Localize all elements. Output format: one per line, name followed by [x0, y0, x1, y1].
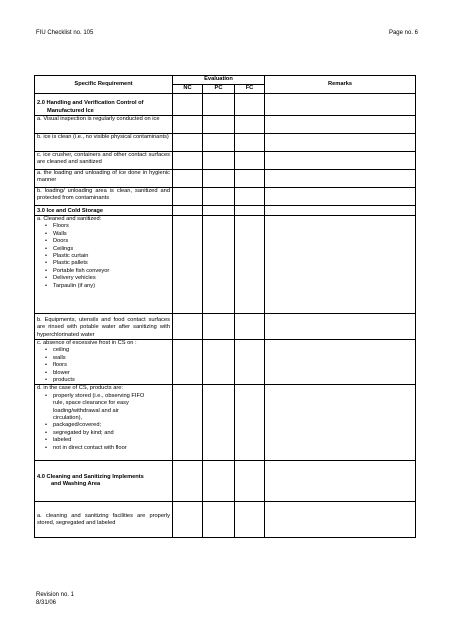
requirement-3d: d. in the case of CS, products are: • properly stored (i.e., observing FIFO rule, space clearance for easy loading/withdrawal and air circulation), • packaged/covered; • segregated by kind; and • labeled • not in direct contact with floor: [35, 385, 173, 461]
requirement-3b: b. Equipments, utensils and food contact surfaces are rinsed with potable water after sanitizing with hyperchlorinated water: [35, 314, 173, 340]
pc-cell[interactable]: [203, 152, 235, 170]
evaluation-header: Evaluation: [173, 76, 265, 85]
remarks-cell[interactable]: [265, 188, 416, 206]
cleaned-items-list: [37, 223, 170, 290]
revision-date: 8/31/06: [36, 600, 57, 606]
pc-cell[interactable]: [203, 502, 235, 538]
pc-cell[interactable]: [203, 170, 235, 188]
list-item: • Ceilings: [53, 246, 170, 253]
fc-cell[interactable]: [235, 314, 265, 340]
requirement-4a: a. cleaning and sanitizing facilities are properly stored, segregated and labeled: [35, 502, 173, 538]
table-row: [35, 340, 416, 385]
list-item: • Doors: [53, 238, 170, 245]
list-item: • labeled: [53, 437, 170, 444]
remarks-cell[interactable]: [265, 216, 416, 314]
remarks-cell[interactable]: [265, 116, 416, 134]
remarks-cell[interactable]: [265, 340, 416, 385]
list-item: • Portable fish conveyor: [53, 268, 170, 275]
list-item: • Plastic pallets: [53, 260, 170, 267]
requirement-2b: b. ice is clean (i.e., no visible physical contaminants): [35, 134, 173, 152]
nc-cell[interactable]: [173, 116, 203, 134]
footer: [36, 591, 74, 607]
document-title: FIU Checklist no. 105: [36, 30, 94, 36]
table-row: [35, 502, 416, 538]
table-row: [35, 216, 416, 314]
pc-cell[interactable]: [203, 385, 235, 461]
nc-header: NC: [173, 85, 203, 94]
section-3-row: [35, 206, 416, 216]
remarks-cell[interactable]: [265, 134, 416, 152]
frost-items-list: [37, 347, 170, 384]
pc-cell[interactable]: [203, 340, 235, 385]
remarks-header: Remarks: [265, 76, 416, 94]
nc-cell[interactable]: [173, 170, 203, 188]
table-row: [35, 385, 416, 461]
fc-cell[interactable]: [235, 134, 265, 152]
table-row: [35, 188, 416, 206]
list-item: • products: [53, 377, 170, 384]
nc-cell[interactable]: [173, 134, 203, 152]
pc-cell[interactable]: [203, 134, 235, 152]
table-row: [35, 314, 416, 340]
requirement-3a: a. Cleaned and sanitized: • Floors • Walls • Doors • Ceilings • Plastic curtain • Plastic pallets • Portable fish conveyor • Delivery vehicles • Tarpaulin (if any): [35, 216, 173, 314]
pc-cell[interactable]: [203, 188, 235, 206]
list-item: • not in direct contact with floor: [53, 445, 170, 452]
fc-cell[interactable]: [235, 385, 265, 461]
nc-cell[interactable]: [173, 188, 203, 206]
fc-cell[interactable]: [235, 188, 265, 206]
remarks-cell[interactable]: [265, 385, 416, 461]
list-item: • segregated by kind; and: [53, 430, 170, 437]
fc-cell[interactable]: [235, 340, 265, 385]
nc-cell[interactable]: [173, 502, 203, 538]
list-item: • floors: [53, 362, 170, 369]
list-item: • Delivery vehicles: [53, 275, 170, 282]
list-item: • ceiling: [53, 347, 170, 354]
list-item: • blower: [53, 370, 170, 377]
nc-cell[interactable]: [173, 385, 203, 461]
nc-cell[interactable]: [173, 216, 203, 314]
requirement-2e: b. loading/ unloading area is clean, sanitized and protected from contaminants: [35, 188, 173, 206]
pc-header: PC: [203, 85, 235, 94]
list-item: • Plastic curtain: [53, 253, 170, 260]
table-row: [35, 116, 416, 134]
list-item: • walls: [53, 355, 170, 362]
table-row: [35, 170, 416, 188]
fc-cell[interactable]: [235, 502, 265, 538]
requirement-2c: c. ice crusher, containers and other contact surfaces are cleaned and sanitized: [35, 152, 173, 170]
remarks-cell[interactable]: [265, 152, 416, 170]
fc-header: FC: [235, 85, 265, 94]
nc-cell[interactable]: [173, 340, 203, 385]
revision-number: Revision no. 1: [36, 592, 75, 598]
table-row: [35, 152, 416, 170]
storage-items-list: [37, 393, 170, 452]
requirement-3c: c. absence of excessive frost in CS on : • ceiling • walls • floors • blower • products: [35, 340, 173, 385]
section-4-heading: 4.0 Cleaning and Sanitizing Implements and Washing Area: [35, 461, 173, 502]
nc-cell[interactable]: [173, 314, 203, 340]
fc-cell[interactable]: [235, 170, 265, 188]
remarks-cell[interactable]: [265, 314, 416, 340]
requirement-2d: a. the loading and unloading of ice done in hygienic manner: [35, 170, 173, 188]
section-2-row: [35, 94, 416, 116]
requirement-2a: a. Visual inspection is regularly conducted on ice: [35, 116, 173, 134]
list-item: • Tarpaulin (if any): [53, 283, 170, 290]
specific-requirement-header: Specific Requirement: [35, 76, 173, 94]
pc-cell[interactable]: [203, 216, 235, 314]
remarks-cell[interactable]: [265, 502, 416, 538]
fc-cell[interactable]: [235, 152, 265, 170]
remarks-cell[interactable]: [265, 170, 416, 188]
fc-cell[interactable]: [235, 116, 265, 134]
list-item: • Floors: [53, 223, 170, 230]
pc-cell[interactable]: [203, 314, 235, 340]
table-row: [35, 134, 416, 152]
pc-cell[interactable]: [203, 116, 235, 134]
list-item: • properly stored (i.e., observing FIFO rule, space clearance for easy loading/withdrawal and air circulation),: [53, 393, 170, 423]
section-4-row: [35, 461, 416, 502]
list-item: • packaged/covered;: [53, 422, 170, 429]
list-item: • Walls: [53, 231, 170, 238]
page-number: Page no. 6: [388, 30, 418, 36]
section-3-heading: 3.0 Ice and Cold Storage: [35, 206, 173, 216]
section-2-heading: 2.0 Handling and Verification Control of Manufactured Ice: [35, 94, 173, 116]
fc-cell[interactable]: [235, 216, 265, 314]
nc-cell[interactable]: [173, 152, 203, 170]
checklist-table: [34, 75, 416, 538]
